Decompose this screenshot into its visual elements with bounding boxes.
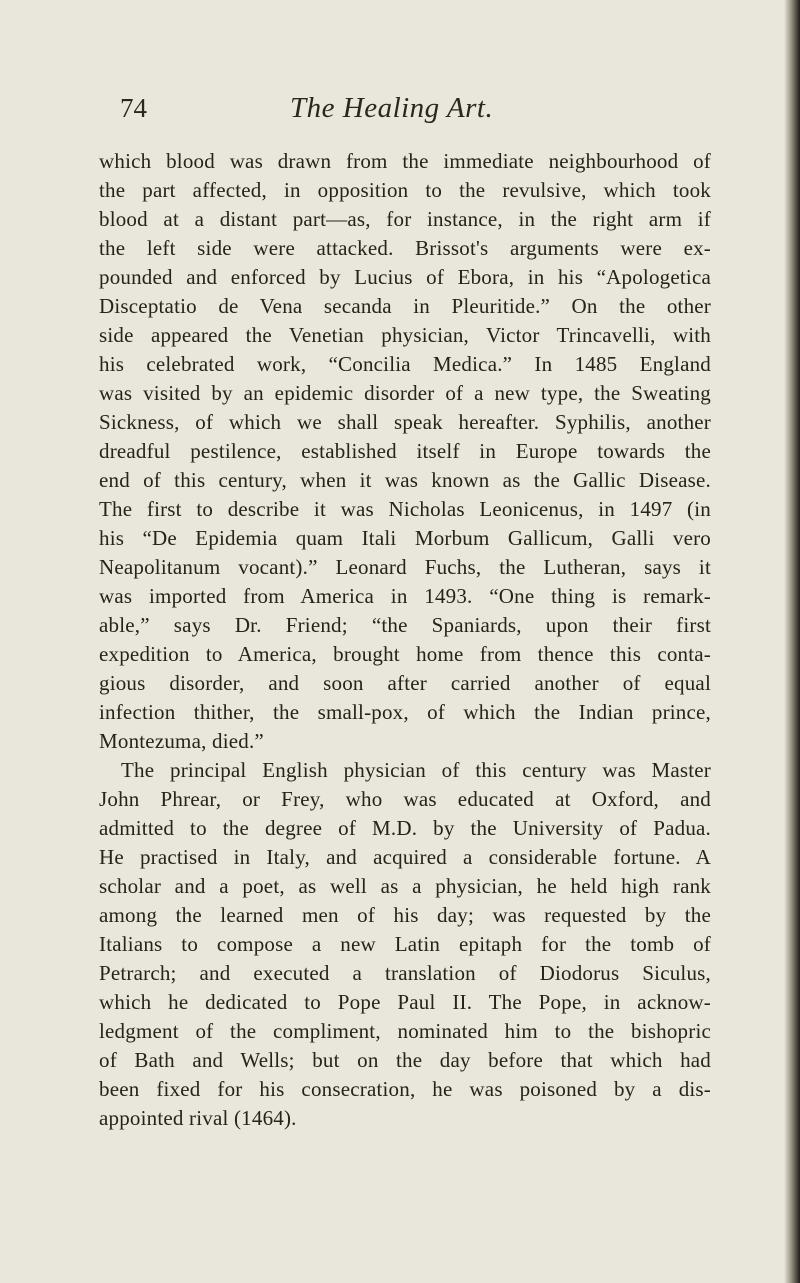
text-line: was imported from America in 1493. “One thing is remark- [99,584,711,608]
text-line: among the learned men of his day; was requested by the [99,903,711,927]
text-line: expedition to America, brought home from thence this conta- [99,642,711,666]
text-line: ledgment of the compliment, nominated him to the bishopric [99,1019,711,1043]
page-edge-shadow [784,0,800,1283]
text-line: admitted to the degree of M.D. by the University of Padua. [99,816,711,840]
text-line: the left side were attacked. Brissot's arguments were ex- [99,236,711,260]
text-line: dreadful pestilence, established itself in Europe towards the [99,439,711,463]
text-line: infection thither, the small-pox, of which the Indian prince, [99,700,711,724]
body-text [99,147,711,1133]
text-line: He practised in Italy, and acquired a considerable fortune. A [99,845,711,869]
running-head: The Healing Art. [290,92,494,124]
text-line: Sickness, of which we shall speak hereafter. Syphilis, another [99,410,711,434]
text-line: John Phrear, or Frey, who was educated at Oxford, and [99,787,711,811]
text-line: been fixed for his consecration, he was poisoned by a dis- [99,1077,711,1101]
text-line: The principal English physician of this century was Master [121,758,711,782]
text-line: Disceptatio de Vena secanda in Pleuritide.” On the other [99,294,711,318]
text-line: blood at a distant part—as, for instance, in the right arm if [99,207,711,231]
text-line: Montezuma, died.” [99,729,264,753]
text-line: his celebrated work, “Concilia Medica.” In 1485 England [99,352,711,376]
text-line: his “De Epidemia quam Itali Morbum Gallicum, Galli vero [99,526,711,550]
page-number: 74 [120,93,147,123]
text-line: scholar and a poet, as well as a physician, he held high rank [99,874,711,898]
text-line: able,” says Dr. Friend; “the Spaniards, upon their first [99,613,711,637]
page-header [120,88,680,128]
text-line: which he dedicated to Pope Paul II. The Pope, in acknow- [99,990,711,1014]
text-line: gious disorder, and soon after carried another of equal [99,671,711,695]
text-line: side appeared the Venetian physician, Victor Trincavelli, with [99,323,711,347]
text-line: end of this century, when it was known as the Gallic Disease. [99,468,711,492]
text-line: was visited by an epidemic disorder of a new type, the Sweating [99,381,711,405]
text-line: of Bath and Wells; but on the day before that which had [99,1048,711,1072]
text-line: pounded and enforced by Lucius of Ebora, in his “Apologetica [99,265,711,289]
text-line: Petrarch; and executed a translation of Diodorus Siculus, [99,961,711,985]
text-line: Italians to compose a new Latin epitaph for the tomb of [99,932,711,956]
text-line: The first to describe it was Nicholas Leonicenus, in 1497 (in [99,497,711,521]
text-line: the part affected, in opposition to the revulsive, which took [99,178,711,202]
text-line: which blood was drawn from the immediate neighbourhood of [99,149,711,173]
text-line: Neapolitanum vocant).” Leonard Fuchs, the Lutheran, says it [99,555,711,579]
text-line: appointed rival (1464). [99,1106,297,1130]
